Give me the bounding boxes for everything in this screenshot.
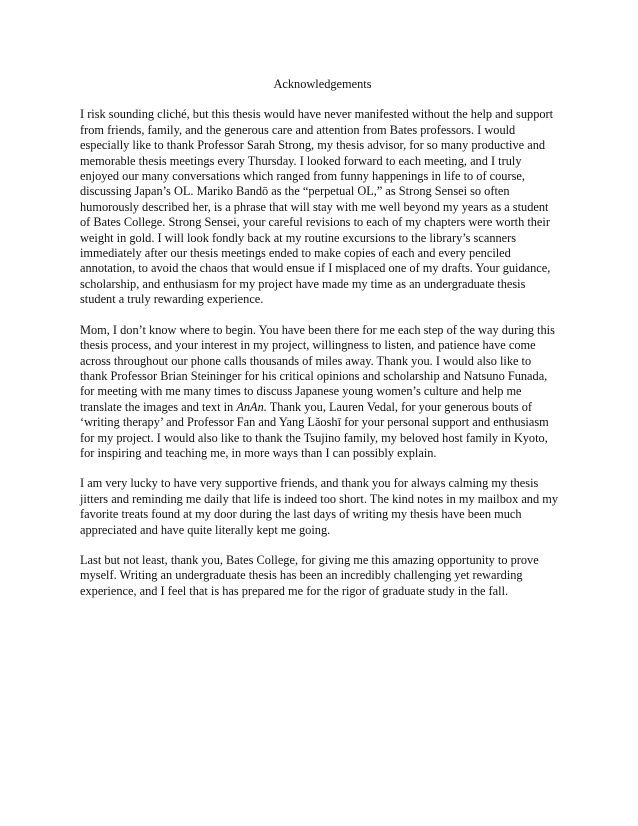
text-line: I am very lucky to have very supportive friends, and thank you for always calming my thesis bbox=[80, 476, 539, 491]
text-line: experience, and I feel that is has prepared me for the rigor of graduate study in the fall. bbox=[80, 583, 509, 598]
text-line: immediately after our thesis meetings ended to make copies of each and every penciled bbox=[80, 246, 511, 261]
text-line: thank Professor Brian Steininger for his critical opinions and scholarship and Natsuno Funada, bbox=[80, 368, 548, 383]
page-title: Acknowledgements bbox=[273, 77, 372, 91]
text-line: from friends, family, and the generous care and attention from Bates professors. I would bbox=[80, 122, 516, 137]
text-line-with-title bbox=[80, 400, 565, 415]
text-line: weight in gold. I will look fondly back at my routine excursions to the library’s scanners bbox=[80, 230, 517, 245]
text-line: humorously described her, is a phrase that will stay with me well beyond my years as a student bbox=[80, 199, 549, 214]
text-segment: Thank you, Lauren Vedal, for your generous bouts of bbox=[266, 399, 533, 414]
text-line: ‘writing therapy’ and Professor Fan and Yang Lǎoshī for your personal support and enthusiasm bbox=[80, 415, 549, 430]
paragraph-advisor-thanks bbox=[80, 107, 565, 307]
text-line: for inspiring and teaching me, in more ways than I can possibly explain. bbox=[80, 445, 437, 460]
text-line: of Bates College. Strong Sensei, your careful revisions to each of my chapters were worth their bbox=[80, 215, 550, 230]
text-line: Mom, I don’t know where to begin. You have been there for me each step of the way during this bbox=[80, 322, 555, 337]
text-line: myself. Writing an undergraduate thesis has been an incredibly challenging yet rewarding bbox=[80, 568, 523, 583]
text-line: for meeting with me many times to discuss Japanese young women’s culture and help me bbox=[80, 384, 522, 399]
text-line: scholarship, and enthusiasm for my project have made my time as an undergraduate thesis bbox=[80, 276, 526, 291]
text-line: thesis process, and your interest in my project, willingness to listen, and patience have come bbox=[80, 338, 536, 353]
text-line: memorable thesis meetings every Thursday. I looked forward to each meeting, and I truly bbox=[80, 153, 522, 168]
text-line: jitters and reminding me daily that life is indeed too short. The kind notes in my mailbox and my bbox=[80, 491, 559, 506]
text-line: appreciated and have quite literally kept me going. bbox=[80, 522, 331, 537]
text-line: enjoyed our many conversations which ranged from funny happenings in life to of course, bbox=[80, 169, 525, 184]
text-line: I risk sounding cliché, but this thesis would have never manifested without the help and support bbox=[80, 107, 554, 122]
text-line: Last but not least, thank you, Bates College, for giving me this amazing opportunity to prove bbox=[80, 552, 539, 567]
text-line: favorite treats found at my door during the last days of writing my thesis have been much bbox=[80, 507, 522, 522]
paragraph-family-thanks bbox=[80, 323, 565, 462]
paragraph-college-thanks bbox=[80, 553, 565, 599]
text-line: discussing Japan’s OL. Mariko Bandō as the “perpetual OL,” as Strong Sensei so often bbox=[80, 184, 510, 199]
italic-title: AnAn. bbox=[236, 399, 267, 414]
text-line: especially like to thank Professor Sarah Strong, my thesis advisor, for so many productive and bbox=[80, 138, 546, 153]
text-line: annotation, to avoid the chaos that would ensue if I misplaced one of my drafts. Your guidance, bbox=[80, 261, 551, 276]
text-line: across throughout our phone calls thousands of miles away. Thank you. I would also like to bbox=[80, 353, 532, 368]
text-segment: translate the images and text in bbox=[80, 399, 237, 414]
document-body bbox=[80, 77, 565, 614]
text-line: for my project. I would also like to thank the Tsujino family, my beloved host family in Kyoto, bbox=[80, 430, 548, 445]
text-line: student a truly rewarding experience. bbox=[80, 292, 264, 307]
paragraph-friends-thanks bbox=[80, 476, 565, 538]
